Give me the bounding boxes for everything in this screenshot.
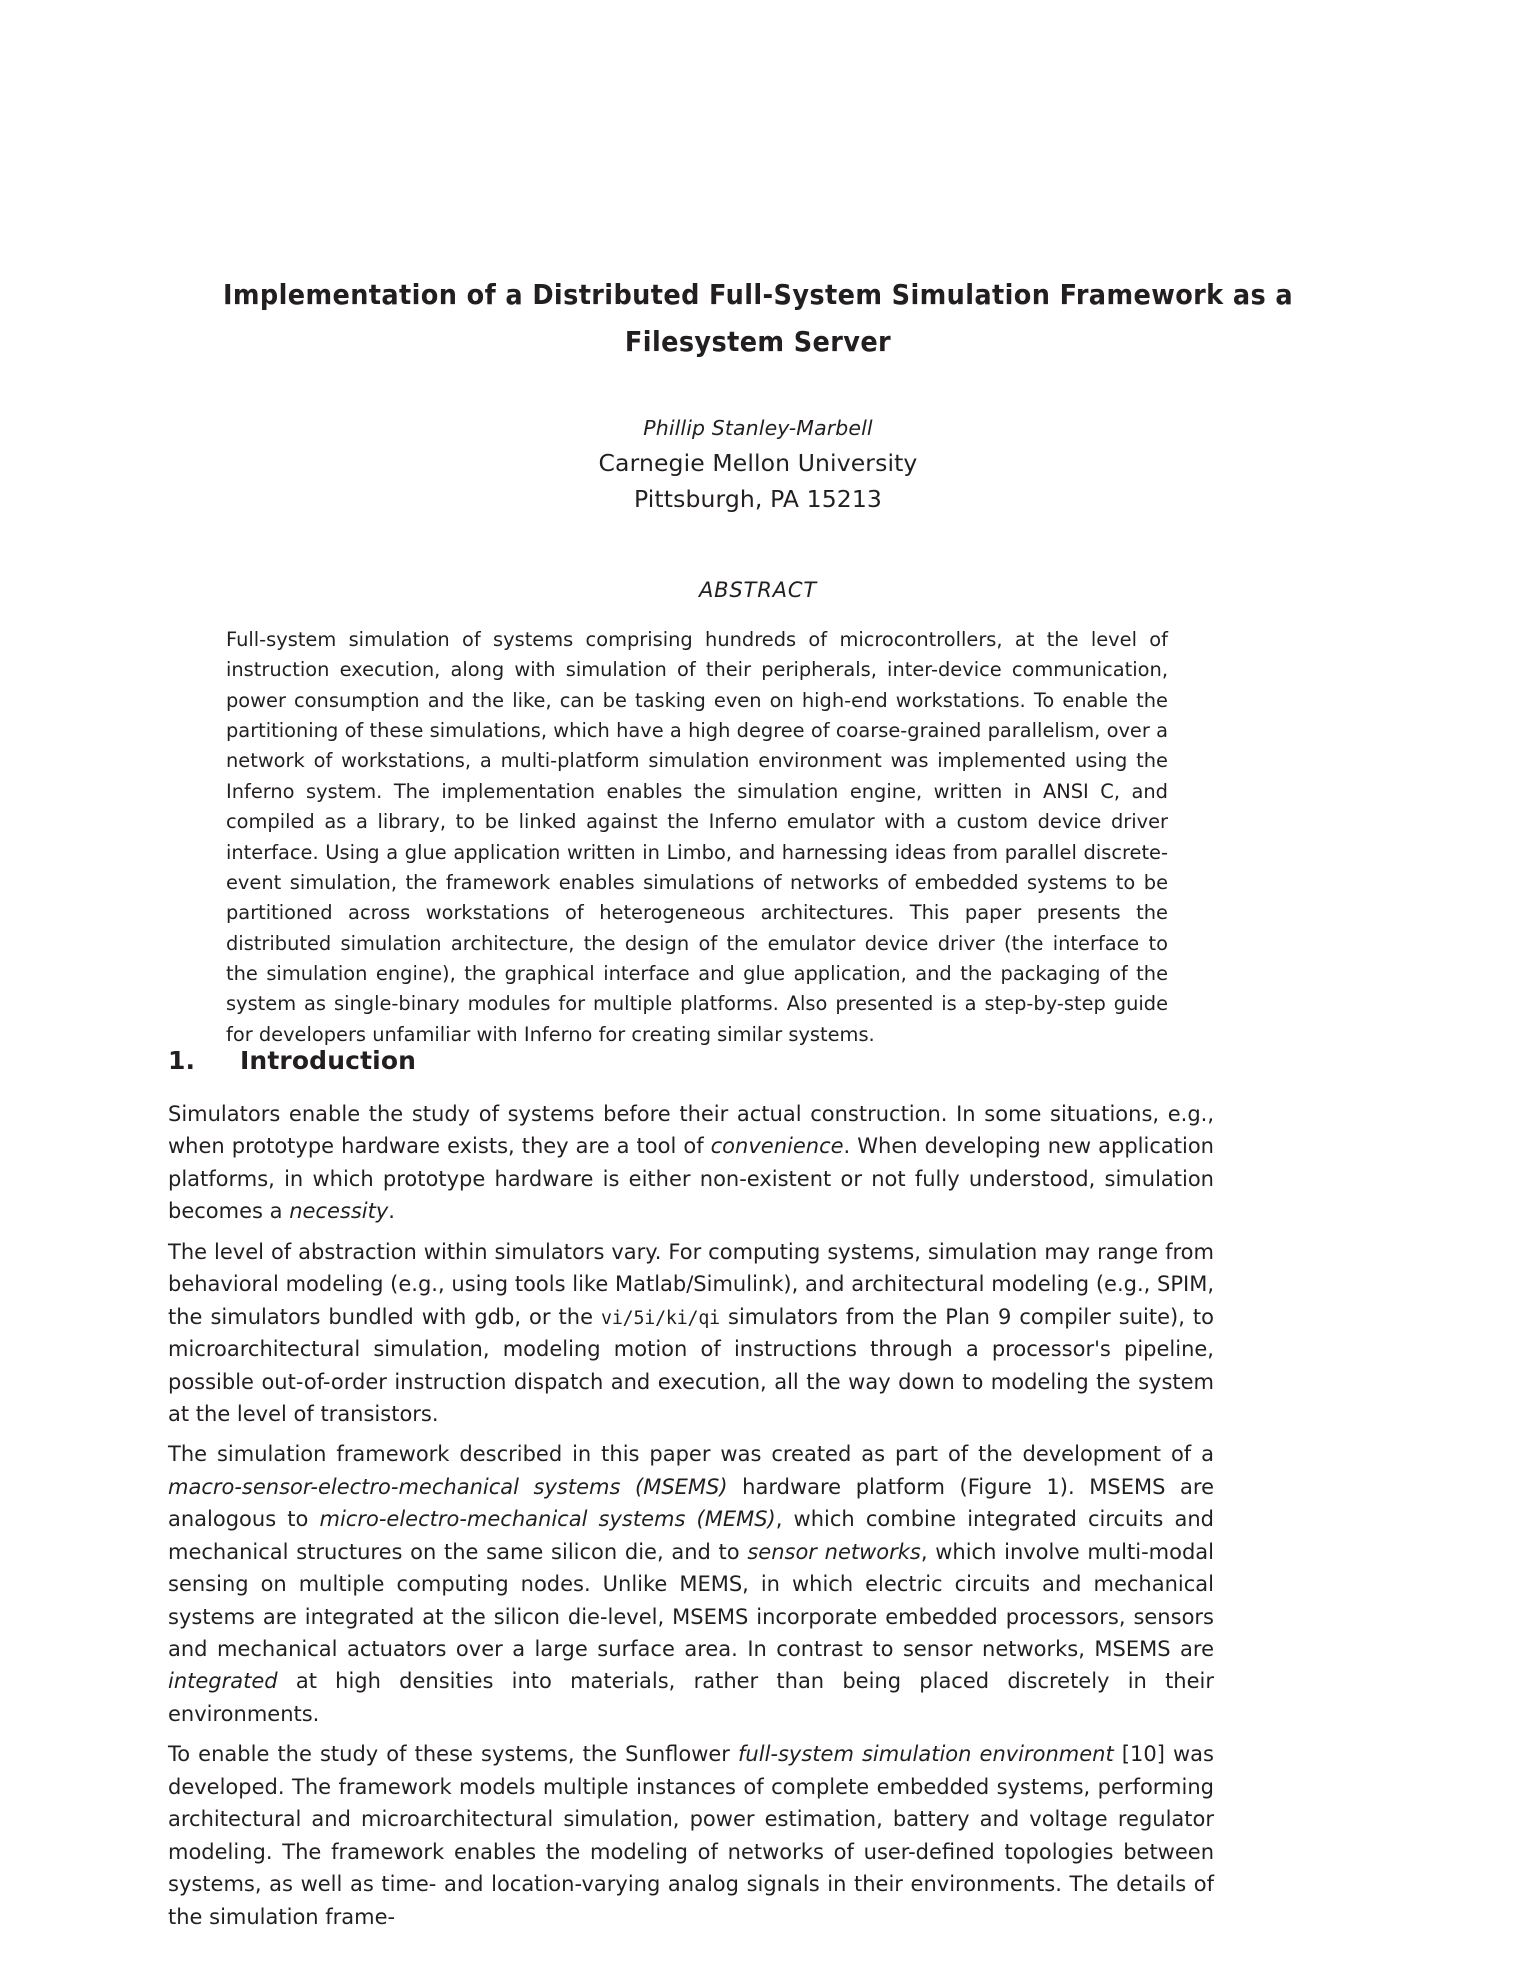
p3-emphasis-msems: macro-sensor-electro-mechanical systems (MSEMS) <box>168 1474 728 1499</box>
paragraph-3 <box>168 1438 1214 1730</box>
p2-text-b: simulators from the Plan 9 compiler suite), to microarchitectural simulation, modeling motion of instructions through a processor's pipeline, possible out-of-order instruction dispatch and execution, all the way down to modeling the system at the level of transistors. <box>168 1304 1214 1426</box>
section-heading <box>168 1046 416 1075</box>
abstract-heading: ABSTRACT <box>698 578 818 602</box>
p4-emphasis-fullsystem: full-system simulation environment <box>738 1742 1114 1767</box>
p3-text-c: , which combine integrated circuits and mechanical structures on the same silicon die, and to <box>168 1507 1215 1564</box>
title-block <box>168 272 1348 367</box>
author-name: Phillip Stanley-Marbell <box>643 416 873 440</box>
p1-emphasis-convenience: convenience <box>710 1134 844 1159</box>
paragraph-2 <box>168 1236 1214 1431</box>
p3-emphasis-mems: micro-electro-mechanical systems (MEMS) <box>319 1507 776 1532</box>
abstract-text: Full-system simulation of systems comprising hundreds of microcontrollers, at the level of instruction execution, along with simulation of their peripherals, inter-device communication, power consumption and the like, can be tasking even on high-end workstations. To enable the partitioning of these simulations, which have a high degree of coarse-grained parallelism, over a network of workstations, a multi-platform simulation environment was implemented using the Inferno system. The implementation enables the simulation engine, written in ANSI C, and compiled as a library, to be linked against the Inferno emulator with a custom device driver interface. Using a glue application written in Limbo, and harnessing ideas from parallel discrete-event simulation, the framework enables simulations of networks of embedded systems to be partitioned across workstations of heterogeneous architectures. This paper presents the distributed simulation architecture, the design of the emulator device driver (the interface to the simulation engine), the graphical interface and glue application, and the packaging of the system as single-binary modules for multiple platforms. Also presented is a step-by-step guide for developers unfamiliar with Inferno for creating similar systems. <box>226 628 1168 1046</box>
paragraph-4 <box>168 1738 1214 1933</box>
paragraph-1 <box>168 1098 1214 1228</box>
p3-text-b: hardware platform (Figure 1). MSEMS are analogous to <box>168 1474 1214 1532</box>
p4-text-b: [10] was developed. The framework models multiple instances of complete embedded systems, performing architectural and microarchitectural simulation, power estimation, battery and voltage regulator modeling. The framework enables the modeling of networks of user-defined topologies between systems, as well as time- and location-varying analog signals in their environments. The details of the simulation frame- <box>168 1742 1214 1929</box>
p1-text-a: Simulators enable the study of systems before their actual construction. In some situations, e.g., when prototype hardware exists, they are a tool of <box>168 1102 1214 1159</box>
p1-text-c: . <box>388 1199 395 1224</box>
p4-text-a: To enable the study of these systems, the Sunflower <box>168 1742 739 1767</box>
p1-text-b: . When developing new application platforms, in which prototype hardware is either non-existent or not fully understood, simulation becomes a <box>168 1134 1214 1224</box>
p3-text-e: at high densities into materials, rather than being placed discretely in their environments. <box>168 1669 1214 1726</box>
section-title: Introduction <box>240 1046 417 1075</box>
p2-text-a: The level of abstraction within simulators vary. For computing systems, simulation may range from behavioral modeling (e.g., using tools like Matlab/Simulink), and architectural modeling (e.g., SPIM, the simulators bundled with gdb, or the <box>168 1239 1214 1329</box>
p3-text-d: , which involve multi-modal sensing on multiple computing nodes. Unlike MEMS, in which electric circuits and mechanical systems are integrated at the silicon die-level, MSEMS incorporate embedded processors, sensors and mechanical actuators over a large surface area. In contrast to sensor networks, MSEMS are <box>168 1539 1214 1661</box>
p1-emphasis-necessity: necessity <box>289 1199 389 1224</box>
author-address: Pittsburgh, PA 15213 <box>634 485 882 514</box>
p3-text-a: The simulation framework described in this paper was created as part of the development of a <box>168 1442 1214 1467</box>
document-title-line-2: Filesystem Server <box>624 326 892 359</box>
body-column <box>168 1098 1214 1941</box>
p3-emphasis-sensor-networks: sensor networks <box>747 1539 921 1564</box>
section-number: 1. <box>168 1046 196 1075</box>
author-block <box>168 413 1348 518</box>
document-title-line-1: Implementation of a Distributed Full-System Simulation Framework as a <box>222 279 1294 311</box>
p3-emphasis-integrated: integrated <box>168 1669 278 1694</box>
author-affiliation: Carnegie Mellon University <box>598 448 918 477</box>
p2-code-simulators: vi/5i/ki/qi <box>601 1307 720 1329</box>
